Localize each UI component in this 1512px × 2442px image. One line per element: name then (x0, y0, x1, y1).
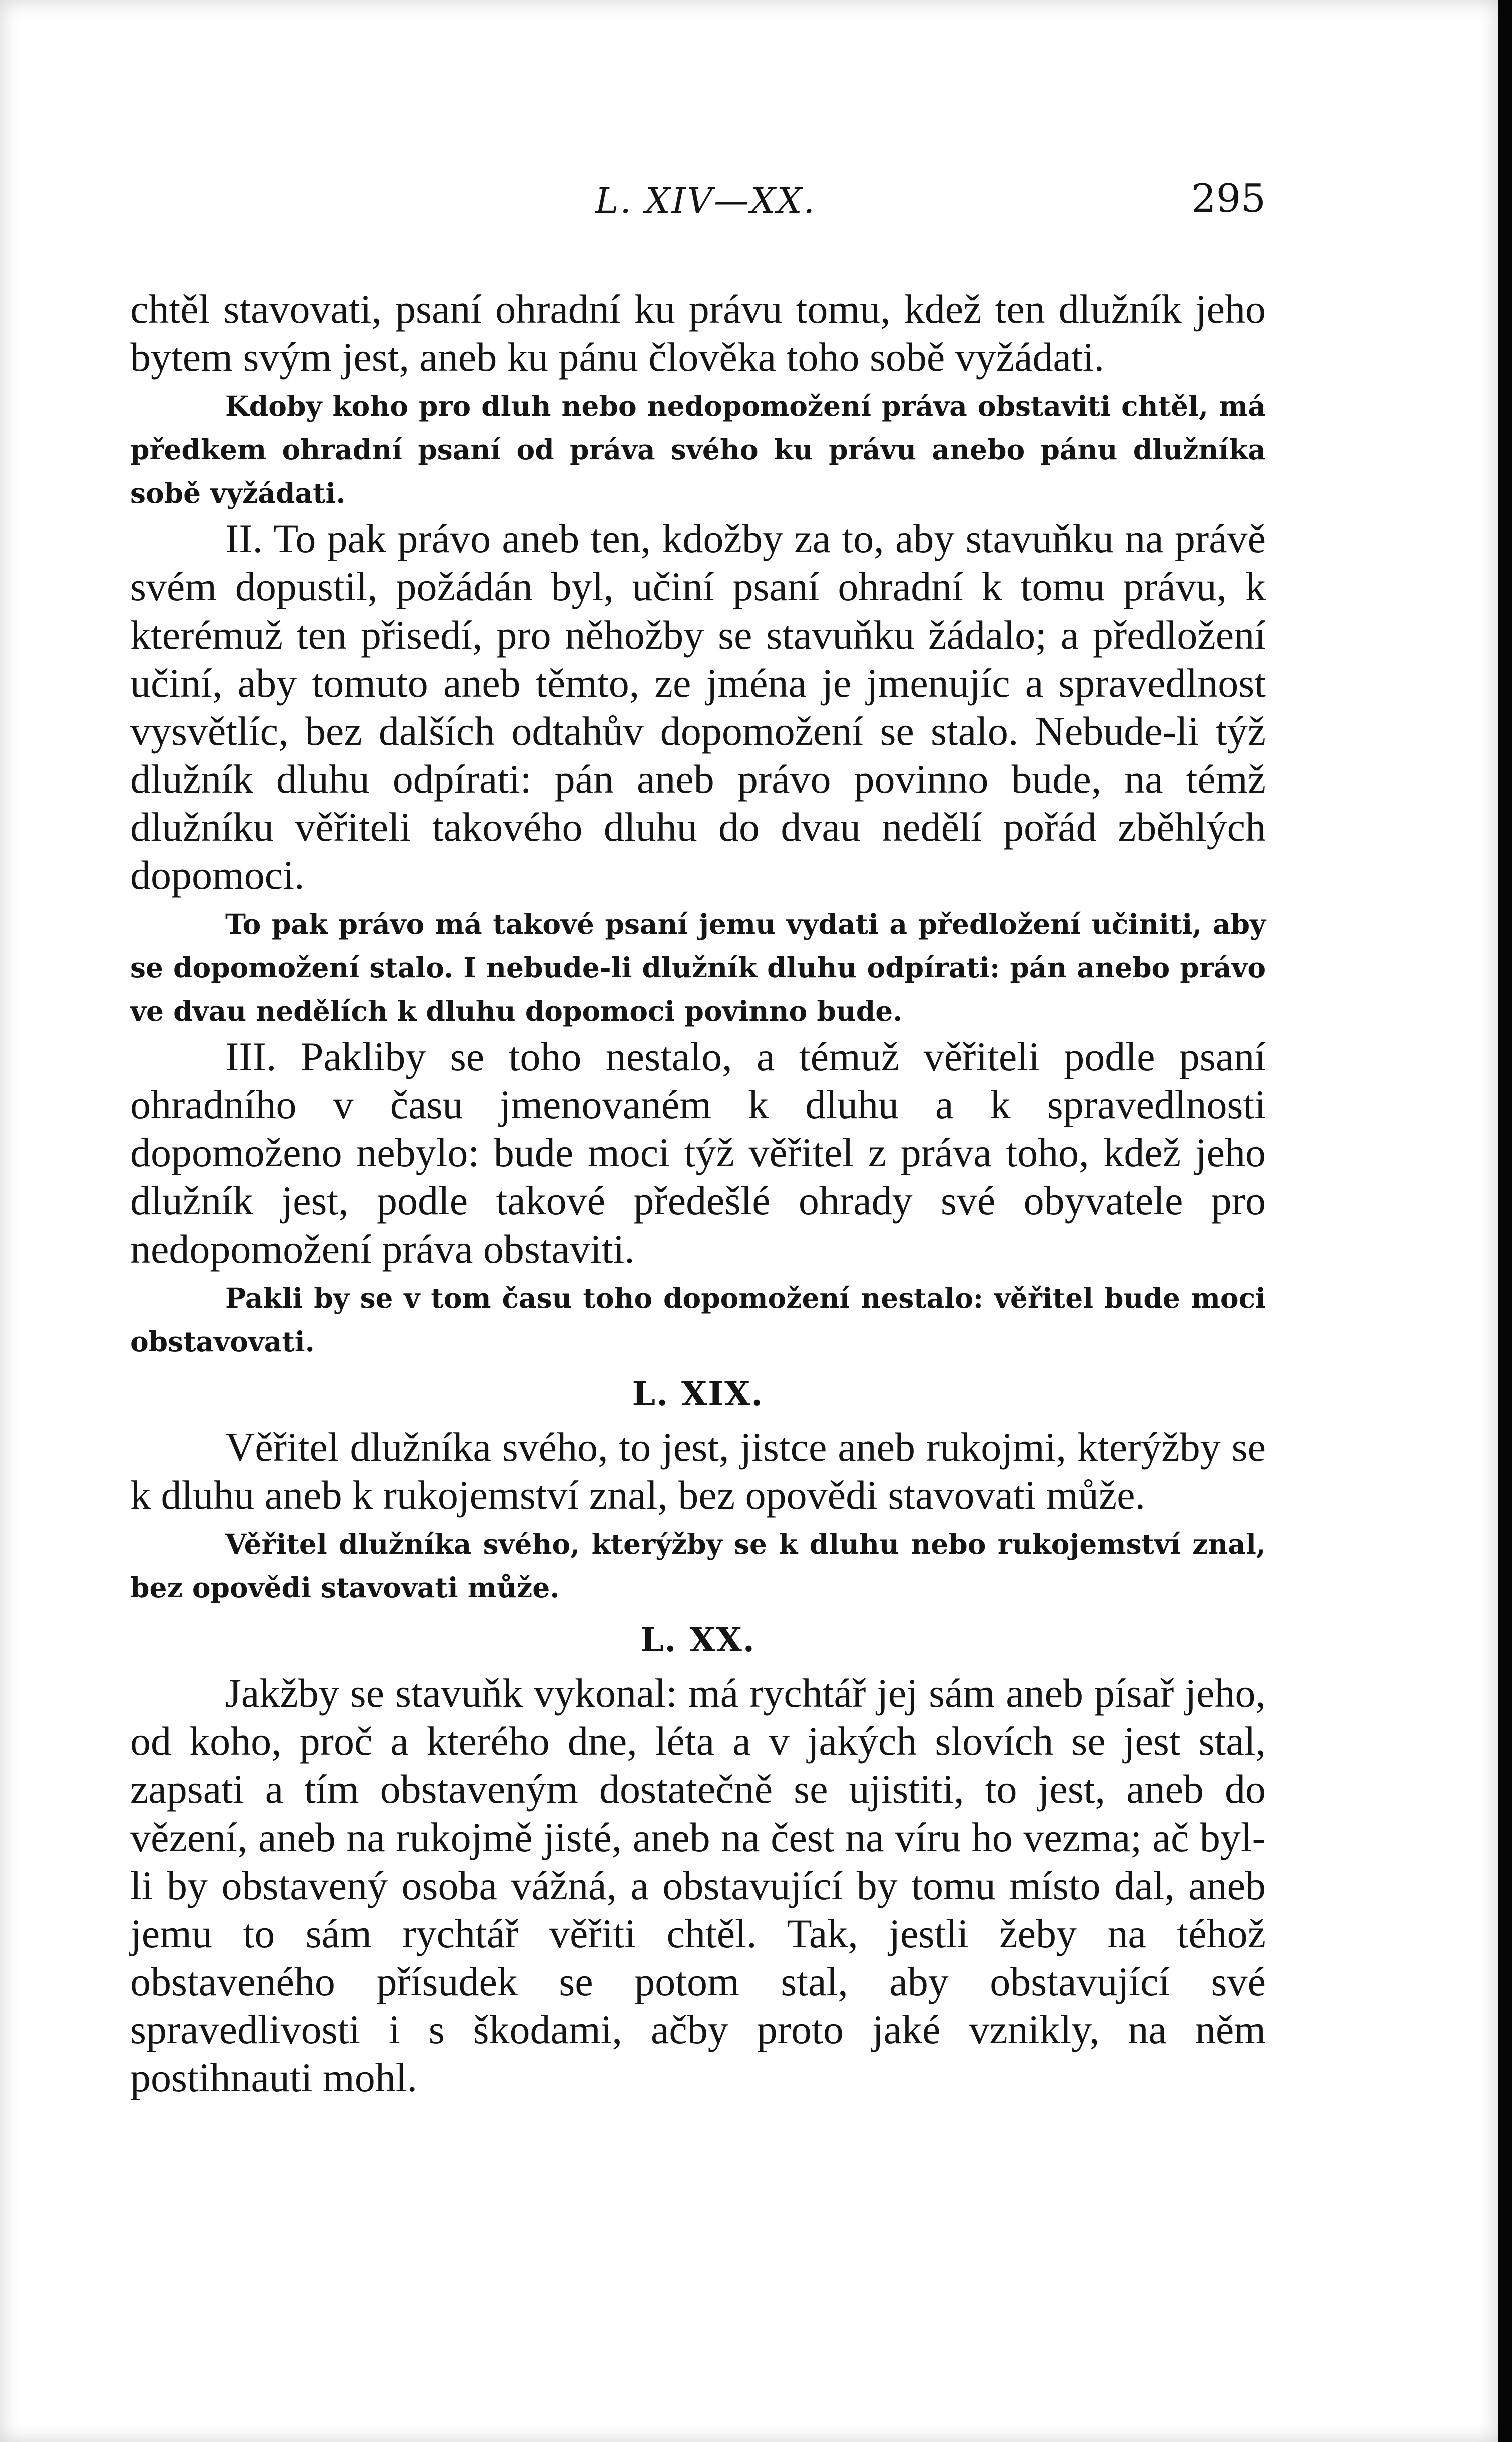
section-xix-main: Věřitel dlužníka svého, to jest, jistce aneb rukojmi, kterýžby se k dluhu aneb k rukojemství znal, bez opovědi stavovati může. (130, 1424, 1266, 1518)
gloss-paragraph-2: To pak právo má takové psaní jemu vydati a předložení učiniti, aby se dopomožení stalo. I nebude-li dlužník dluhu odpírati: pán anebo právo ve dvau nedělích k dluhu dopomoci povinno bude. (130, 908, 1266, 1027)
section-xx-main: Jakžby se stavuňk vykonal: má rychtář jej sám aneb písař jeho, od koho, proč a kterého dne, léta a v jakých slovích se jest stal, zapsati a tím obstaveným dostatečně se ujistiti, to jest, aneb do vězení, aneb na rukojmě jisté, aneb na čest na víru ho vezma; ač byl-li by obstavený osoba vážná, a obstavující by tomu místo dal, aneb jemu to sám rychtář věřiti chtěl. Tak, jestli žeby na téhož obstaveného přísudek se potom stal, aby obstavující své spravedlivosti i s škodami, ačby proto jaké vznikly, na něm postihnauti mohl. (130, 1670, 1266, 2100)
main-text-continuation: chtěl stavovati, psaní ohradní ku právu tomu, kdež ten dlužník jeho bytem svým jest, aneb ku pánu člověka toho sobě vyžádati. (130, 286, 1266, 380)
running-head (130, 176, 1266, 240)
section-heading-xx: L. XX. (640, 1620, 755, 1659)
gloss-paragraph-1: Kdoby koho pro dluh nebo nedopomožení práva obstaviti chtěl, má předkem ohradní psaní od práva svého ku právu anebo pánu dlužníka sobě vyžádati. (130, 390, 1266, 509)
paragraph-ii: II. To pak právo aneb ten, kdožby za to, aby stavuňku na právě svém dopustil, požádán byl, učiní psaní ohradní k tomu právu, k kterémuž ten přisedí, pro něhožby se stavuňku žádalo; a předložení učiní, aby tomuto aneb těmto, ze jména je jmenujíc a spravedlnost vysvětlíc, bez dalších odtahův dopomožení se stalo. Nebude-li týž dlužník dluhu odpírati: pán aneb právo povinno bude, na témž dlužníku věřiteli takového dluhu do dvau nedělí pořád zběhlých dopomoci. (130, 516, 1266, 898)
text-block (130, 176, 1266, 2102)
gloss-paragraph-3: Pakli by se v tom času toho dopomožení nestalo: věřitel bude moci obstavovati. (130, 1282, 1266, 1358)
scan-dark-edge (1498, 0, 1512, 2442)
paragraph-iii: III. Pakliby se toho nestalo, a témuž věřiteli podle psaní ohradního v času jmenovaném k dluhu a k spravedlnosti dopomoženo nebylo: bude moci týž věřitel z práva toho, kdež jeho dlužník jest, podle takové předešlé ohrady své obyvatele pro nedopomožení práva obstaviti. (130, 1034, 1266, 1272)
running-title: L. XIV—XX. (595, 180, 816, 221)
page-number: 295 (1191, 176, 1266, 221)
section-heading-xix: L. XIX. (632, 1374, 764, 1413)
section-xix-gloss: Věřitel dlužníka svého, kterýžby se k dluhu nebo rukojemství znal, bez opovědi stavovati může. (130, 1528, 1266, 1604)
